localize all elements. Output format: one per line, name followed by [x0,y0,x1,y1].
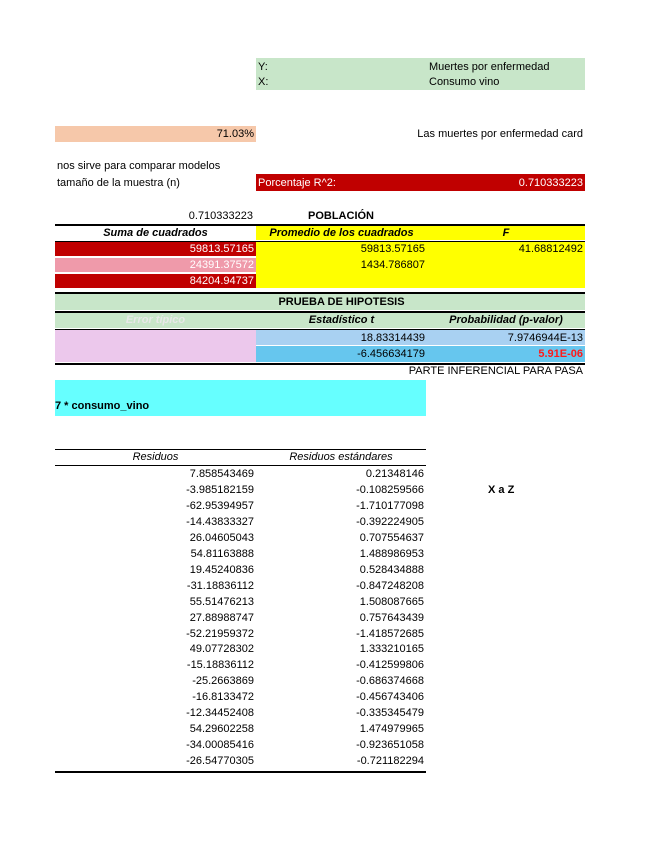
residual-value: -12.34452408 [186,707,254,719]
std-residual-value: -1.710177098 [356,500,424,512]
hypothesis-p-slope: 5.91E-06 [538,348,583,360]
equation-fragment: 7 * consumo_vino [55,400,150,412]
residual-value: -52.21959372 [186,628,254,640]
std-residual-value: -0.686374668 [356,675,424,687]
r2-plain-value: 0.710333223 [188,210,253,222]
residuals-header: Residuos [132,451,179,463]
residual-value: 27.88988747 [189,612,254,624]
conclusion-text: Las muertes por enfermedad card [417,128,583,140]
anova-ss-regression: 59813.57165 [55,242,256,256]
std-residual-value: 1.474979965 [359,723,424,735]
std-residual-value: -0.721182294 [356,755,424,767]
residual-value: -34.00085416 [186,739,254,751]
r2-value: 0.710333223 [518,177,583,189]
anova-ms-regression: 59813.57165 [360,243,425,255]
hypothesis-t-intercept: 18.83314439 [360,332,425,344]
r2-percent-cell: 71.03% [55,126,256,142]
residual-value: -15.18836112 [186,659,254,671]
std-residual-value: -0.412599806 [356,659,424,671]
residual-value: 55.51476213 [189,596,254,608]
r2-label: Porcentaje R^2: [258,177,336,189]
residual-value: 49.07728302 [189,643,254,655]
residual-value: 54.81163888 [190,548,254,560]
std-residual-value: 1.333210165 [359,643,424,655]
hypothesis-header-t: Estadístico t [308,314,375,326]
anova-ss-residual: 24391.37572 [55,258,256,272]
std-residual-value: -1.418572685 [356,628,424,640]
std-residual-value: -0.923651058 [356,739,424,751]
residual-value: -25.2663869 [192,675,254,687]
x-value: Consumo vino [429,76,500,88]
residual-value: -26.54770305 [186,755,254,767]
hypothesis-header-se: Error típico [125,314,186,326]
anova-f-value: 41.68812492 [518,243,583,255]
std-residual-value: 1.508087665 [359,596,424,608]
anova-ss-total: 84204.94737 [55,274,256,288]
std-residuals-header: Residuos estándares [289,451,393,463]
note-line-2: tamaño de la muestra (n) [57,177,180,189]
note-line-1: nos sirve para comparar modelos [57,160,221,172]
residual-value: 54.29602258 [189,723,254,735]
std-residual-value: 0.757643439 [359,612,424,624]
anova-header-ms: Promedio de los cuadrados [269,227,414,239]
hypothesis-header-p: Probabilidad (p-valor) [449,314,563,326]
inferencial-text: PARTE INFERENCIAL PARA PASA [408,365,583,377]
std-residual-value: -0.335345479 [356,707,424,719]
residual-value: -62.95394957 [186,500,254,512]
y-label: Y: [258,61,268,73]
std-residual-value: -0.847248208 [356,580,424,592]
std-residual-value: -0.456743406 [356,691,424,703]
hypothesis-p-intercept: 7.9746944E-13 [507,332,583,344]
residual-value: -14.43833327 [186,516,254,528]
residual-value: -31.18836112 [186,580,254,592]
std-residual-value: 0.21348146 [365,468,424,480]
residual-value: -16.8133472 [192,691,254,703]
std-residual-value: -0.392224905 [356,516,424,528]
hypothesis-se-cells [55,330,256,362]
residual-value: 7.858543469 [189,468,254,480]
residual-value: -3.985182159 [186,484,254,496]
hypothesis-title: PRUEBA DE HIPOTESIS [278,296,405,308]
anova-header-ss: Suma de cuadrados [103,227,208,239]
anova-header-f: F [502,227,510,239]
std-residual-value: 0.707554637 [359,532,424,544]
residual-value: 19.45240836 [189,564,254,576]
anova-ms-residual: 1434.786807 [360,259,425,271]
std-residual-value: 1.488986953 [359,548,424,560]
poblacion-title: POBLACIÓN [308,210,374,222]
residual-value: 26.04605043 [189,532,254,544]
x-label: X: [258,76,269,88]
y-value: Muertes por enfermedad [429,61,550,73]
std-residual-value: -0.108259566 [356,484,424,496]
hypothesis-t-slope: -6.456634179 [357,348,425,360]
xaz-label: X a Z [488,484,515,496]
std-residual-value: 0.528434888 [359,564,424,576]
